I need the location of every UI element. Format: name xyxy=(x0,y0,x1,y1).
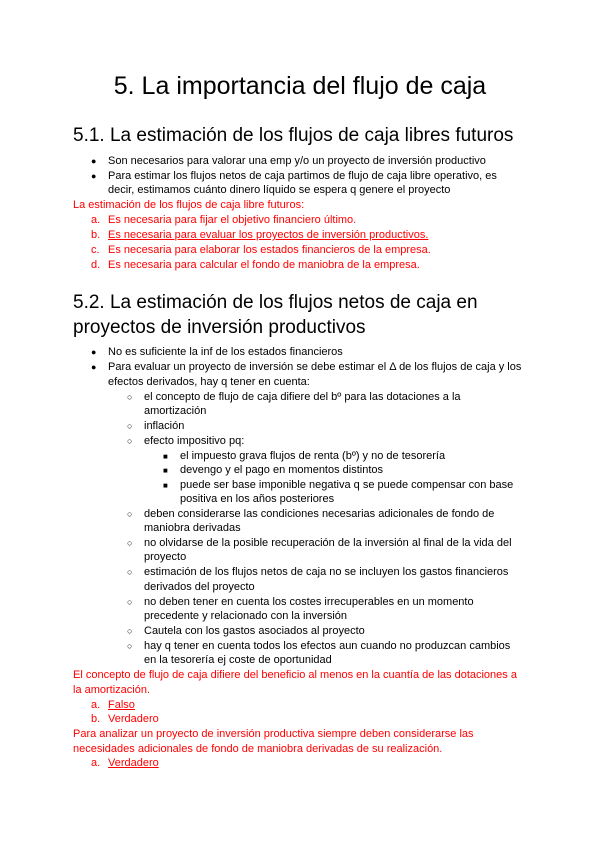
question-text: La estimación de los flujos de caja libre futuros: xyxy=(73,199,305,211)
sub-item-continuation: maniobra derivadas xyxy=(144,522,241,534)
question-text-continuation: la amortización. xyxy=(73,684,151,696)
subsub-item: el impuesto grava flujos de renta (bº) y no de tesorería xyxy=(180,450,446,462)
option-text-correct: Falso xyxy=(108,699,135,711)
sub-item: el concepto de flujo de caja difiere del bº para las dotaciones a la xyxy=(144,391,461,403)
option-text-correct: Es necesaria para evaluar los proyectos de inversión productivos. xyxy=(108,229,429,241)
bullet-item: No es suficiente la inf de los estados financieros xyxy=(108,346,343,358)
sub-item-continuation: amortización xyxy=(144,405,207,417)
sub-item-continuation: derivados del proyecto xyxy=(144,581,255,593)
option-text: Es necesaria para calcular el fondo de maniobra de la empresa. xyxy=(108,259,420,271)
bullet-item-continuation: efectos derivados, hay q tener en cuenta: xyxy=(108,376,310,388)
circle-bullet-icon: ○ xyxy=(127,421,133,431)
sub-item: estimación de los flujos netos de caja no se incluyen los gastos financieros xyxy=(144,566,509,578)
question-text: El concepto de flujo de caja difiere del beneficio al menos en la cuantía de las dotaciones a xyxy=(73,669,517,681)
option-label: a. xyxy=(91,214,101,226)
sub-item: hay q tener en cuenta todos los efectos aun cuando no produzcan cambios xyxy=(144,640,511,652)
option-label: a. xyxy=(91,757,101,769)
circle-bullet-icon: ○ xyxy=(127,641,133,651)
section-heading-5-2-line2: proyectos de inversión productivos xyxy=(73,317,366,338)
option-label: b. xyxy=(91,229,101,241)
sub-item: efecto impositivo pq: xyxy=(144,435,245,447)
sub-item-continuation: en la tesorería ej coste de oportunidad xyxy=(144,654,332,666)
circle-bullet-icon: ○ xyxy=(127,392,133,402)
section-heading-5-1: 5.1. La estimación de los flujos de caja libres futuros xyxy=(73,125,514,146)
square-bullet-icon: ■ xyxy=(163,481,168,490)
subsub-item: puede ser base imponible negativa q se puede compensar con base xyxy=(180,479,514,491)
option-text-correct: Verdadero xyxy=(108,757,159,769)
page-title: 5. La importancia del flujo de caja xyxy=(113,72,487,100)
section-heading-5-2-line1: 5.2. La estimación de los flujos netos de caja en xyxy=(73,292,478,313)
bullet-item: Para evaluar un proyecto de inversión se debe estimar el Δ de los flujos de caja y los xyxy=(108,361,522,373)
circle-bullet-icon: ○ xyxy=(127,538,133,548)
question-text-continuation: necesidades adicionales de fondo de maniobra derivadas de su realización. xyxy=(73,743,443,755)
bullet-item-continuation: decir, estimamos cuánto dinero líquido se espera q genere el proyecto xyxy=(108,184,451,196)
option-label: b. xyxy=(91,713,101,725)
bullet-dot-icon: ● xyxy=(91,171,97,181)
circle-bullet-icon: ○ xyxy=(127,626,133,636)
sub-item: inflación xyxy=(144,420,185,432)
bullet-dot-icon: ● xyxy=(91,347,97,357)
square-bullet-icon: ■ xyxy=(163,452,168,461)
bullet-item: Son necesarios para valorar una emp y/o un proyecto de inversión productivo xyxy=(108,155,486,167)
bullet-dot-icon: ● xyxy=(91,362,97,372)
circle-bullet-icon: ○ xyxy=(127,597,133,607)
option-text: Verdadero xyxy=(108,713,159,725)
bullet-dot-icon: ● xyxy=(91,156,97,166)
option-label: d. xyxy=(91,259,101,271)
question-text: Para analizar un proyecto de inversión productiva siempre deben considerarse las xyxy=(73,728,474,740)
sub-item: no olvidarse de la posible recuperación de la inversión al final de la vida del xyxy=(144,537,512,549)
subsub-item-continuation: positiva en los años posteriores xyxy=(180,493,335,505)
sub-item: no deben tener en cuenta los costes irrecuperables en un momento xyxy=(144,596,474,608)
subsub-item: devengo y el pago en momentos distintos xyxy=(180,464,384,476)
option-label: a. xyxy=(91,699,101,711)
sub-item-continuation: precedente y relacionado con la inversión xyxy=(144,610,348,622)
option-label: c. xyxy=(91,244,100,256)
square-bullet-icon: ■ xyxy=(163,466,168,475)
sub-item: Cautela con los gastos asociados al proyecto xyxy=(144,625,365,637)
option-text: Es necesaria para fijar el objetivo financiero último. xyxy=(108,214,357,226)
circle-bullet-icon: ○ xyxy=(127,436,133,446)
sub-item: deben considerarse las condiciones necesarias adicionales de fondo de xyxy=(144,508,495,520)
bullet-item: Para estimar los flujos netos de caja partimos de flujo de caja libre operativo, es xyxy=(108,170,497,182)
sub-item-continuation: proyecto xyxy=(144,551,187,563)
circle-bullet-icon: ○ xyxy=(127,509,133,519)
option-text: Es necesaria para elaborar los estados financieros de la empresa. xyxy=(108,244,431,256)
circle-bullet-icon: ○ xyxy=(127,567,133,577)
